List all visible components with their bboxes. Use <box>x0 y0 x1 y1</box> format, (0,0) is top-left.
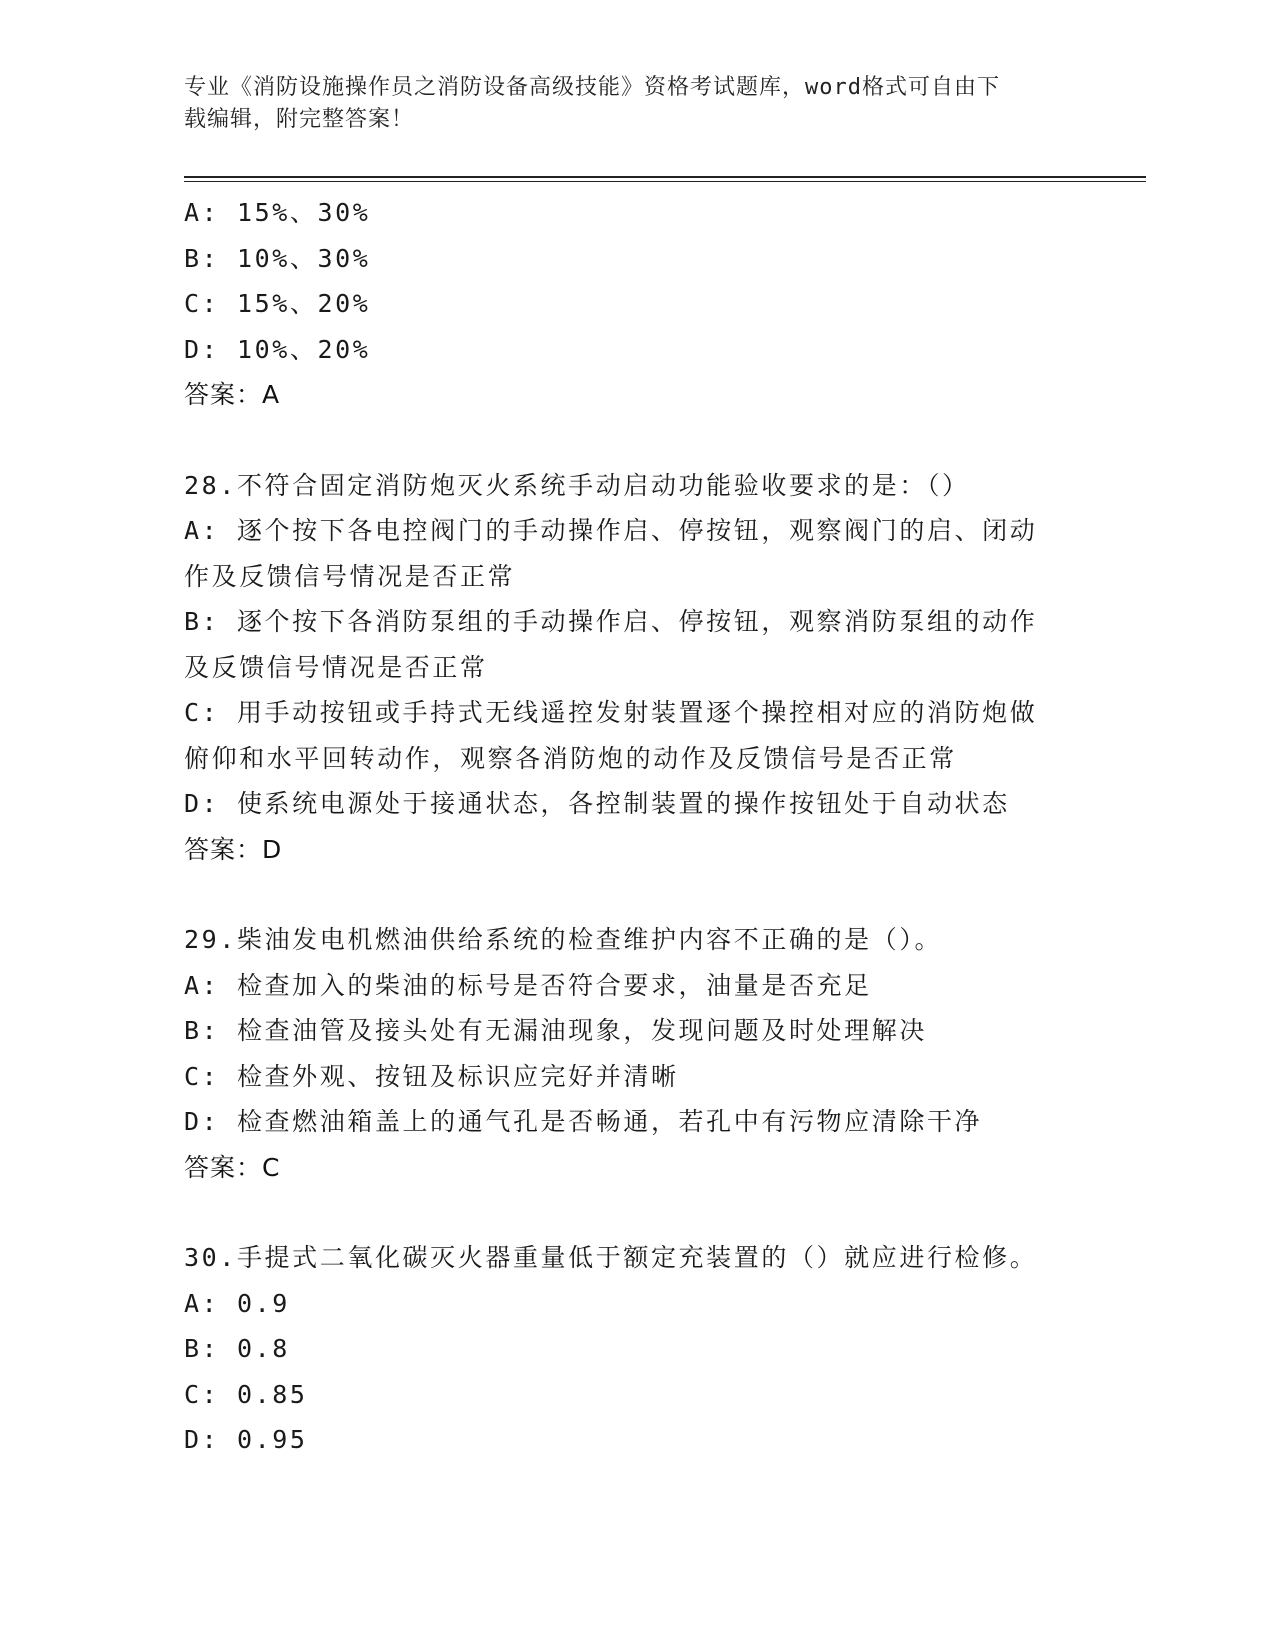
option-b: B: 0.8 <box>184 1334 290 1363</box>
question-30 <box>184 1235 1084 1463</box>
option-c: C: 15%、20% <box>184 289 371 318</box>
answer-label: 答案：A <box>184 380 281 409</box>
option-b-cont: 及反馈信号情况是否正常 <box>184 652 488 682</box>
header-line-2: 载编辑，附完整答案！ <box>184 107 415 132</box>
option-a: A: 逐个按下各电控阀门的手动操作启、停按钮，观察阀门的启、闭动 <box>184 516 1038 545</box>
question-28 <box>184 463 1084 873</box>
option-d: D: 使系统电源处于接通状态，各控制装置的操作按钮处于自动状态 <box>184 789 1010 818</box>
option-b: B: 检查油管及接头处有无漏油现象，发现问题及时处理解决 <box>184 1016 927 1045</box>
question-title: 30.手提式二氧化碳灭火器重量低于额定充装置的（）就应进行检修。 <box>184 1243 1038 1272</box>
answer-label: 答案：D <box>184 834 283 864</box>
option-a: A: 0.9 <box>184 1288 290 1318</box>
option-d: D: 检查燃油箱盖上的通气孔是否畅通，若孔中有污物应清除干净 <box>184 1107 983 1136</box>
option-c-cont: 俯仰和水平回转动作，观察各消防炮的动作及反馈信号是否正常 <box>184 743 957 773</box>
option-b: B: 10%、30% <box>184 243 371 273</box>
header-divider-thin <box>184 181 1146 182</box>
option-c: C: 0.85 <box>184 1379 308 1409</box>
question-list <box>184 190 1084 1463</box>
document-header <box>184 72 1064 136</box>
header-divider <box>184 176 1146 178</box>
answer-label: 答案：C <box>184 1152 281 1182</box>
option-d: D: 10%、20% <box>184 334 371 364</box>
option-b: B: 逐个按下各消防泵组的手动操作启、停按钮，观察消防泵组的动作 <box>184 607 1038 636</box>
option-c: C: 用手动按钮或手持式无线遥控发射装置逐个操控相对应的消防炮做 <box>184 698 1038 727</box>
question-title: 28.不符合固定消防炮灭火系统手动启动功能验收要求的是：（） <box>184 470 970 500</box>
option-d: D: 0.95 <box>184 1425 308 1454</box>
option-a-cont: 作及反馈信号情况是否正常 <box>184 561 516 591</box>
option-c: C: 检查外观、按钮及标识应完好并清晰 <box>184 1061 679 1091</box>
question-title: 29.柴油发电机燃油供给系统的检查维护内容不正确的是（）。 <box>184 925 943 954</box>
question-27 <box>184 190 1084 418</box>
header-line-1: 专业《消防设施操作员之消防设备高级技能》资格考试题库，word格式可自由下 <box>184 75 1000 100</box>
option-a: A: 检查加入的柴油的标号是否符合要求，油量是否充足 <box>184 970 872 1000</box>
question-29 <box>184 917 1084 1190</box>
option-a: A: 15%、30% <box>184 198 371 227</box>
